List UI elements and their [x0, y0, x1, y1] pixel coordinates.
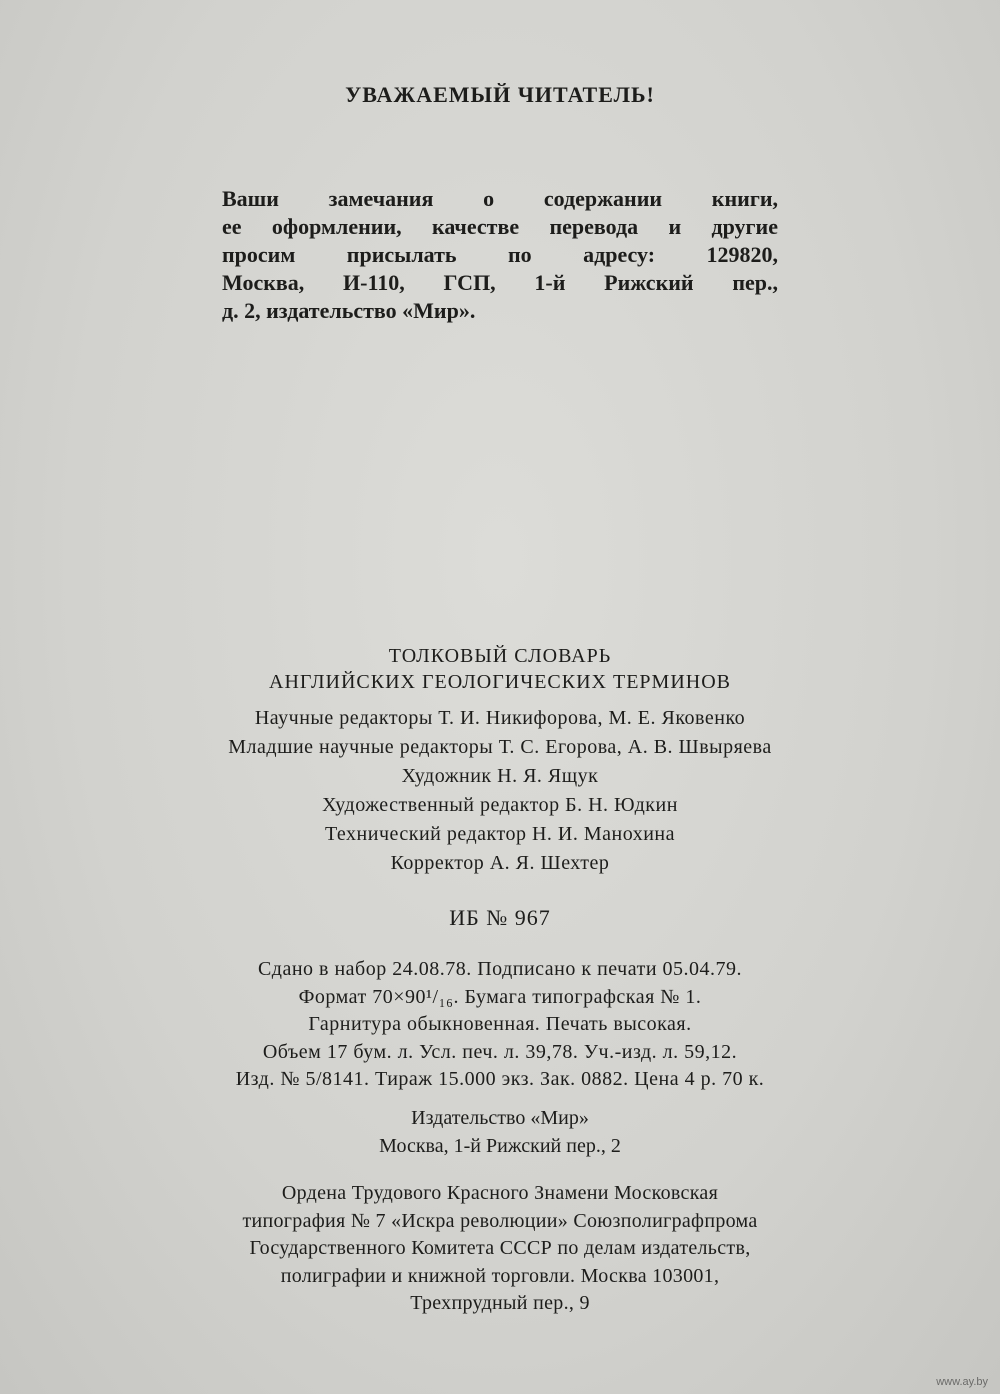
publisher-info — [0, 1104, 1000, 1160]
site-watermark: www.ay.by — [936, 1376, 988, 1388]
reader-notice — [222, 185, 778, 325]
printer-line: полиграфии и книжной торговли. Москва 103001, — [280, 1264, 720, 1287]
notice-line: Ваши замечания о содержании книги, — [222, 186, 778, 211]
notice-line: Москва, И-110, ГСП, 1-й Рижский пер., — [222, 270, 778, 295]
imprint-line: Сдано в набор 24.08.78. Подписано к печати 05.04.79. — [257, 958, 743, 980]
credit-line: Корректор А. Я. Шехтер — [390, 852, 610, 874]
imprint-line: Объем 17 бум. л. Усл. печ. л. 39,78. Уч.-изд. л. 59,12. — [262, 1040, 738, 1063]
imprint-line: Формат 70×90¹/₁₆. Бумага типографская № 1. — [298, 985, 702, 1008]
editorial-credits — [0, 704, 1000, 878]
title-line: АНГЛИЙСКИХ ГЕОЛОГИЧЕСКИХ ТЕРМИНОВ — [269, 671, 731, 693]
reader-heading: УВАЖАЕМЫЙ ЧИТАТЕЛЬ! — [345, 82, 655, 107]
imprint-line: Изд. № 5/8141. Тираж 15.000 экз. Зак. 0882. Цена 4 р. 70 к. — [235, 1068, 765, 1090]
printer-info — [0, 1180, 1000, 1318]
credit-line: Технический редактор Н. И. Манохина — [324, 823, 676, 845]
credit-line: Младшие научные редакторы Т. С. Егорова, А. В. Швыряева — [228, 736, 772, 758]
title-line: ТОЛКОВЫЙ СЛОВАРЬ — [388, 645, 612, 667]
credit-line: Художественный редактор Б. Н. Юдкин — [322, 794, 678, 816]
printer-line: Государственного Комитета СССР по делам издательств, — [249, 1237, 751, 1259]
printer-line: Ордена Трудового Красного Знамени Московская — [281, 1182, 719, 1204]
ib-number: ИБ № 967 — [449, 905, 551, 930]
publisher-line: Издательство «Мир» — [411, 1107, 589, 1129]
publisher-line: Москва, 1-й Рижский пер., 2 — [379, 1135, 621, 1157]
book-title — [0, 643, 1000, 695]
print-imprint — [0, 956, 1000, 1094]
notice-line: д. 2, издательство «Мир». — [222, 298, 476, 323]
credit-line: Научные редакторы Т. И. Никифорова, М. Е. Яковенко — [254, 707, 746, 729]
printer-line: типография № 7 «Искра революции» Союзполиграфпрома — [242, 1209, 758, 1232]
notice-line: ее оформлении, качестве перевода и другие — [222, 214, 778, 239]
notice-line: просим присылать по адресу: 129820, — [222, 242, 778, 267]
printer-line: Трехпрудный пер., 9 — [410, 1292, 590, 1314]
credit-line: Художник Н. Я. Ящук — [401, 765, 599, 787]
imprint-line: Гарнитура обыкновенная. Печать высокая. — [308, 1013, 692, 1035]
